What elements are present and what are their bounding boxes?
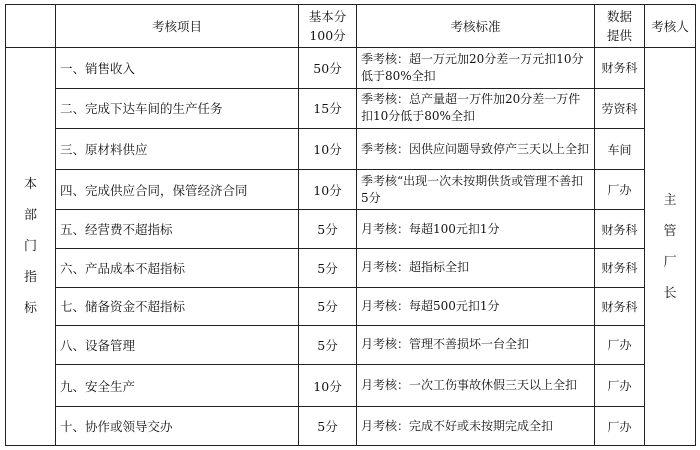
header-provider [595,5,645,48]
header-provider-line1: 数据 [606,9,632,24]
item-cell: 九、安全生产 [56,364,299,407]
criteria-cell: 月考核：一次工伤事故休假三天以上全扣 [357,364,595,407]
provider-cell: 厂办 [595,364,645,407]
score-cell: 15分 [299,88,357,129]
header-base-score-line1: 基本分 [308,9,347,24]
assessor-cell [645,48,696,446]
score-cell: 5分 [299,287,357,326]
header-base-score [299,5,357,48]
group-label [6,48,56,446]
score-cell: 10分 [299,169,357,210]
group-label-char: 标 [23,301,37,316]
provider-cell: 财务科 [595,249,645,288]
provider-cell: 财务科 [595,48,645,89]
criteria-cell: 月考核：管理不善损坏一台全扣 [357,326,595,365]
table-row [6,364,696,407]
item-cell: 八、设备管理 [56,326,299,365]
table-row [6,48,696,89]
assessor-char: 厂 [663,254,677,270]
table-row [6,249,696,288]
group-label-char: 门 [23,239,37,254]
group-label-char: 指 [23,270,37,285]
criteria-cell: 季考核“出现一次未按期供货或管理不善扣5分 [357,169,595,210]
provider-cell: 车间 [595,129,645,170]
item-cell: 三、原材料供应 [56,129,299,170]
header-item: 考核项目 [56,5,299,48]
header-criteria: 考核标准 [357,5,595,48]
table-row [6,88,696,129]
table-row [6,210,696,249]
criteria-cell: 季考核：因供应问题导致停产三天以上全扣 [357,129,595,170]
score-cell: 5分 [299,326,357,365]
assessor-char: 主 [663,192,677,208]
item-cell: 十、协作或领导交办 [56,407,299,446]
assessor-char: 长 [663,285,677,301]
header-row [6,5,696,48]
provider-cell: 财务科 [595,287,645,326]
header-assessor: 考核人 [645,5,696,48]
header-provider-line2: 提供 [606,28,632,43]
item-cell: 二、完成下达车间的生产任务 [56,88,299,129]
table-row [6,326,696,365]
assessor-char: 管 [663,223,677,239]
header-blank [6,5,56,48]
criteria-cell: 月考核：完成不好或未按期完成全扣 [357,407,595,446]
provider-cell: 劳资科 [595,88,645,129]
item-cell: 四、完成供应合同，保管经济合同 [56,169,299,210]
criteria-cell: 月考核：每超500元扣1分 [357,287,595,326]
table-row [6,169,696,210]
criteria-cell: 季考核：超一万元加20分差一万元扣10分低于80%全扣 [357,48,595,89]
table-row [6,129,696,170]
table-row [6,407,696,446]
provider-cell: 厂办 [595,407,645,446]
score-cell: 5分 [299,210,357,249]
score-cell: 50分 [299,48,357,89]
score-cell: 5分 [299,249,357,288]
criteria-cell: 季考核：总产量超一万件加20分差一万件扣10分低于80%全扣 [357,88,595,129]
header-base-score-line2: 100分 [309,28,346,43]
table-row [6,287,696,326]
item-cell: 五、经营费不超指标 [56,210,299,249]
provider-cell: 厂办 [595,326,645,365]
score-cell: 10分 [299,364,357,407]
provider-cell: 厂办 [595,169,645,210]
criteria-cell: 月考核：每超100元扣1分 [357,210,595,249]
item-cell: 一、销售收入 [56,48,299,89]
item-cell: 六、产品成本不超指标 [56,249,299,288]
item-cell: 七、储备资金不超指标 [56,287,299,326]
group-label-char: 本 [23,177,37,192]
criteria-cell: 月考核：超指标全扣 [357,249,595,288]
group-label-char: 部 [23,208,37,223]
score-cell: 5分 [299,407,357,446]
provider-cell: 财务科 [595,210,645,249]
assessment-table [5,4,696,446]
score-cell: 10分 [299,129,357,170]
